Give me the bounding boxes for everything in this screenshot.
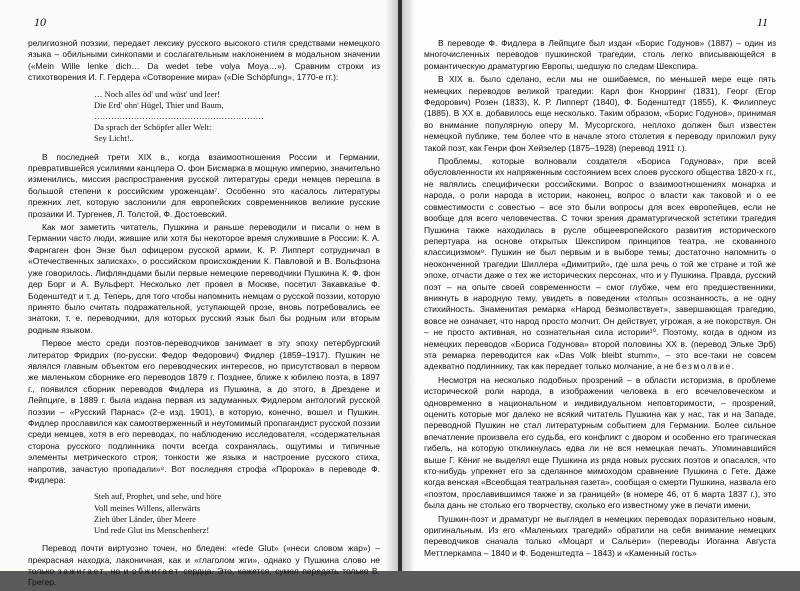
- poem-line: Sey Licht!..: [94, 133, 134, 144]
- poem-line: Die Erd' ohn' Hügel, Thier und Baum,: [94, 99, 224, 110]
- paragraph: [28, 543, 380, 589]
- poem-line: Und rede Glut ins Menschenherz!: [94, 525, 210, 536]
- text-run: Проблемы, которые волновали создателя «Бориса Годунова», при всей обусловленности их напряженным состоянием всех слоев русского общества 1820-х гг., не являлись специфически российскими. Вопрос о взаимоотношениях монарха и народа, о роли народа в истории, наконец, вопрос о власти как таковой и о ее совместимости с совестью – все это были вопросы для всех европейцев, если не вообще для всего человечества. С точки зрения драматургической эстетики трагедия Пушкина также находилась в русле общеевропейского развития исторического репертуара на основе открытых Шекспиром принципов театра, не скованного классицизмом⁹. Пушкин не был первым и в выборе темы; достаточно напомнить о неоконченной трагедии Шиллера «Димитрий», где шла речь о той же стране и той же эпохе, отчасти даже о тех же исторических персонах, что и у Пушкина. Правда, русский поэт – на опыте своей современности – смог глубже, чем его предшественники, вникнуть в народную тему, увидеть в поведении «толпы» осознанность, а не одну стихийность. Знаменитая ремарка «Народ безмолвствует», завершающая трагедию, вовсе не означает, что народ просто молчит. Он действует, угрожая, а не покорствуя. Он – не просто активная, но сознательная сила истории¹⁰. Поэтому, когда в одном из немецких переводов «Бориса Годунова» второй половины XX в. (перевод Эльке Эрб) эта ремарка переводится как «Das Volk bleibt stumm», – это все-таки не совсем адекватно подлиннику, так как передает только молчание, а не: [424, 156, 776, 372]
- paragraph: В последней трети XIX в., когда взаимоотношения России и Германии, превратившейся усилиями канцлера О. фон Бисмарка в мощную империю, значительно изменились, миссия распространения русской литературы среди немцев перешла в большой степени к российским уроженцам⁷. Особенно это касалось литературы прежних лет, которую заслонили для европейских современников великие русские прозаики И. Тургенев, Л. Толстой, Ф. Достоевский.: [28, 151, 380, 219]
- page-number: 10: [34, 15, 46, 29]
- poem-line: Da sprach der Schöpfer aller Welt:: [94, 122, 212, 133]
- emphasized-word: зажигает: [57, 566, 105, 577]
- left-page: [0, 0, 398, 588]
- page-body: [28, 38, 380, 591]
- page-number: 11: [756, 15, 768, 29]
- emphasized-word: безмолвие.: [675, 361, 736, 372]
- paragraph: [424, 156, 776, 373]
- page-body: [424, 38, 776, 561]
- poem-quote: [94, 89, 380, 145]
- right-page: [402, 0, 800, 571]
- poem-quote: [94, 491, 380, 536]
- paragraph: Пушкин-поэт и драматург не выглядел в немецких переводах поразительно новым, оригинальным. Из его «Маленьких трагедий» обратили на себя внимание немецких переводчиков сначала только «Моцарт и Сальери» (переводы Иоганна Августа Меттлеркампа – 1840 и Ф. Боденштедта – 1843) и «Каменный гость»: [424, 513, 776, 558]
- poem-line: Steh auf, Prophet, und sehe, und höre: [94, 491, 222, 502]
- paragraph: Первое место среди поэтов-переводчиков занимает в эту эпоху петербургский литератор Фридрих (по-русски: Федор Федорович) Фидлер (1859–1917). Пушкин не являлся главным объектом его переводческих интересов, но присутствовал в первом же маленьком сборнике его переводов 1879 г. Позднее, ближе к юбилею поэта, в 1897 г., появился сборник переводов Фидлера из Пушкина, а до этого, в Дрездене и Лейпциге, в 1889 г. была издана первая из задуманных Фидлером антологий русской поэзии – «Русский Парнас» (2-е изд. 1901), в которую, конечно, вошел и Пушкин. Фидлер прославился как самоотверженный и неутомимый пропагандист русской поэзии среди немцев, хотя в его переводах, по наблюдению исследователя, «содержательная сторона русского подлинника почти всегда сохранялась, ощутимы и типичные элементы метрического строя; тонкости же языка и настроение русского стиха, напротив, зачастую пропадали»⁸. Вот последняя строфа «Пророка» в переводе Ф. Фидлера:: [28, 338, 380, 486]
- paragraph: В переводе Ф. Фидлера в Лейпциге был издан «Борис Годунов» (1887) – один из многочисленных переводов пушкинской трагедии, столь легко вписывающейся в романтическую драматургию Европы, шедшую по следам Шекспира.: [424, 38, 776, 71]
- text-run: , но и: [104, 566, 129, 577]
- poem-line: Voll meines Willens, allerwärts: [94, 502, 201, 513]
- emphasized-word: обжигает: [131, 566, 180, 577]
- text-run: сердца. Это, кажется, сумел передать только В. Грегер.: [28, 566, 380, 588]
- paragraph: религиозной поэзии, передает лексику русского высокого стиля средствами немецкого языка – обильными синкопами и сослагательным наклонением в модальном значении («Mein Wille lenke dich… Da wedet tebe volya Moya…»). Сравним строки из стихотворения И. Г. Гердера «Сотворение мира» («Die Schöpfung», 1770-е гг.):: [28, 38, 380, 83]
- poem-line: … Noch alles öd' und wüst' und leer!: [94, 88, 221, 99]
- poem-ellipsis-line: ……………………………………………………: [94, 111, 264, 122]
- paragraph: В XIX в. было сделано, если мы не ошибаемся, по меньшей мере еще пять немецких переводов великой трагедии: Карл фон Кнорринг (1831), Георг (Егор Федорович) Розен (1833), К. Р. Липперт (1840), Ф. Боденштедт (1855), К. Филиппеус (1885). В XX в. добавилось еще несколько. Таким образом, «Борис Годунов», принимая во внимание популярную оперу М. Мусоргского, неплохо должен был известен немецкой публике, тем более что в начале этого столетия к переводу приложил руку такой поэт, как Генри фон Хейзелер (1875–1928) (перевод 1911 г.).: [424, 74, 776, 153]
- book-gutter: [385, 0, 415, 571]
- text-run: Перевод почти виртуозно точен, но бледен: «rede Glut» («неси словом жар») – прекрасная находка, лаконичная, как и «глаголом жги», однако у Пушкина слово не только: [28, 543, 380, 577]
- paragraph: Как мог заметить читатель, Пушкина и раньше переводили и писали о нем в Германии часто люди, жившие или хотя бы некоторое время служившие в России: К. А. Фарнгаген фон Энзе был офицером русской армии, К. Р. Липперт сотрудничал в «Отечественных записках», о российском происхождении К. Павловой и В. Вольфзона уже говорилось. Лифляндцами были первые немецкие переводчики Пушкина К. Ф. фон дер Борг и А. Вульферт. Несколько лет провел в Москве, посетил Закавказье Ф. Боденштедт и т. д. Теперь, для того чтобы напомнить немцам о русской поэзии, которую принято было считать подражательной, уступающей прозе, вновь потребовались ее знатоки, т. е. переводчики, для которых русский язык был бы родным или вторым родным языком.: [28, 222, 380, 335]
- poem-line: Zieh über Länder, über Meere: [94, 513, 196, 524]
- paragraph: Несмотря на несколько подобных прозрений – в области историзма, в проблеме исторической роли народа, в изображении человека в его всечеловеческом и одновременно в национальном и индивидуальном неповторимости, – прозрений, оценить которые мог далеко не всякий читатель Пушкина как у нас, так и на Западе, переводной Пушкин не стал литературным событием для Германии. Более сильное впечатление произвела его судьба, его конфликт с двором и особенно его трагическая гибель, на которую откликнулась едва ли не вся немецкая печать. Упоминавшийся выше Г. Кёниг не выделял еще Пушкина из ряда новых русских поэтов и опасался, что кто-нибудь упрекнет его за сделанное мимоходом сравнение Пушкина с Гете. Даже когда венская «Всеобщая театральная газета», сообщая о смерти Пушкина, назвала его «поэтом, прославившимся также и за границей» (в номере 46, от 6 марта 1837 г.), это была дань не столько его творчеству, сколько его известному уже в печати имени.: [424, 374, 776, 511]
